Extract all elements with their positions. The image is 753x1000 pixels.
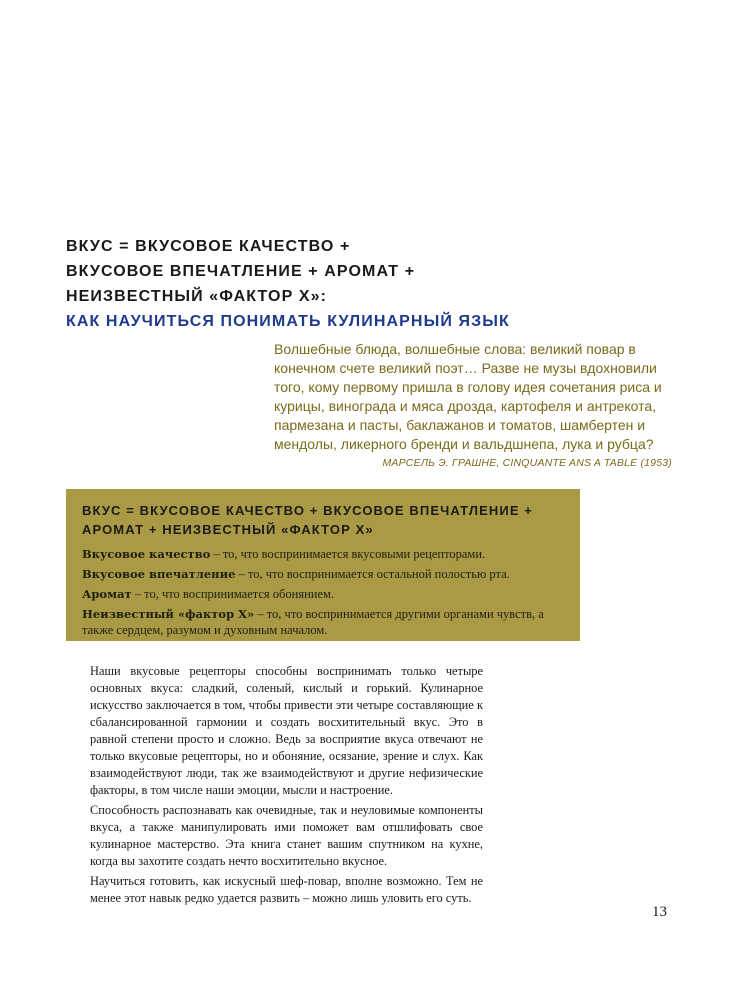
body-text — [90, 663, 483, 910]
definition-text: – то, что воспринимается остальной полостью рта. — [235, 567, 510, 581]
definition-item — [82, 566, 566, 582]
definition-item — [82, 606, 566, 638]
epigraph-quote: Волшебные блюда, волшебные слова: великий повар в конечном счете великий поэт… Разве не музы вдохновили того, кому первому пришла в голову идея сочетания риса и курицы, винограда и мяса дрозда, картофеля и антрекота, пармезана и пасты, баклажанов и томатов, шамбертен и мендолы, ликерного бренди и вальдшнепа, лука и рубца? — [274, 341, 662, 452]
definition-term: Аромат — [82, 587, 132, 601]
definition-term: Вкусовое впечатление — [82, 567, 236, 581]
page-number: 13 — [652, 904, 667, 920]
definition-item — [82, 546, 566, 562]
epigraph-attribution: МАРСЕЛЬ Э. ГРАШНЕ, CINQUANTE ANS A TABLE (1953) — [382, 457, 672, 469]
definition-text: – то, что воспринимается другими органами чувств, а также сердцем, разумом и духовным началом. — [82, 607, 544, 637]
definition-item — [82, 586, 566, 602]
body-paragraph: Способность распознавать как очевидные, так и неуловимые компоненты вкуса, а также манипулировать ими поможет вам отшлифовать свое кулинарное мастерство. Эта книга станет вашим спутником на кухне, когда вы захотите создать нечто восхитительно вкусное. — [90, 803, 483, 868]
body-paragraph: Наши вкусовые рецепторы способны воспринимать только четыре основных вкуса: сладкий, соленый, кислый и горький. Кулинарное искусство заключается в том, чтобы привести эти четыре составляющие к сбалансированной гармонии и создать восхитительный вкус. Это в равной степени просто и сложно. Ведь за восприятие вкуса отвечают не только вкусовые рецепторы, но и обоняние, осязание, зрение и слух. Как взаимодействуют люди, так же взаимодействуют и другие нефизические факторы, в том числе наши эмоции, мысли и настроение. — [90, 664, 483, 797]
heading-line-2: ВКУСОВОЕ ВПЕЧАТЛЕНИЕ + АРОМАТ + — [66, 263, 416, 280]
body-paragraph: Научиться готовить, как искусный шеф-повар, вполне возможно. Тем не менее этот навык редко удается развить – можно лишь уловить его суть. — [90, 874, 483, 905]
heading-line-1: ВКУС = ВКУСОВОЕ КАЧЕСТВО + — [66, 238, 351, 255]
definition-box — [66, 489, 580, 641]
definition-text: – то, что воспринимается обонянием. — [131, 587, 335, 601]
heading-subtitle: КАК НАУЧИТЬСЯ ПОНИМАТЬ КУЛИНАРНЫЙ ЯЗЫК — [66, 313, 510, 330]
definition-term: Неизвестный «фактор Х» — [82, 607, 255, 621]
definition-text: – то, что воспринимается вкусовыми рецепторами. — [210, 547, 486, 561]
chapter-heading — [66, 234, 626, 334]
heading-line-3: НЕИЗВЕСТНЫЙ «ФАКТОР Х»: — [66, 288, 328, 305]
epigraph — [274, 340, 684, 469]
definition-term: Вкусовое качество — [82, 547, 211, 561]
definition-box-title: ВКУС = ВКУСОВОЕ КАЧЕСТВО + ВКУСОВОЕ ВПЕЧАТЛЕНИЕ + АРОМАТ + НЕИЗВЕСТНЫЙ «ФАКТОР Х» — [82, 503, 534, 537]
